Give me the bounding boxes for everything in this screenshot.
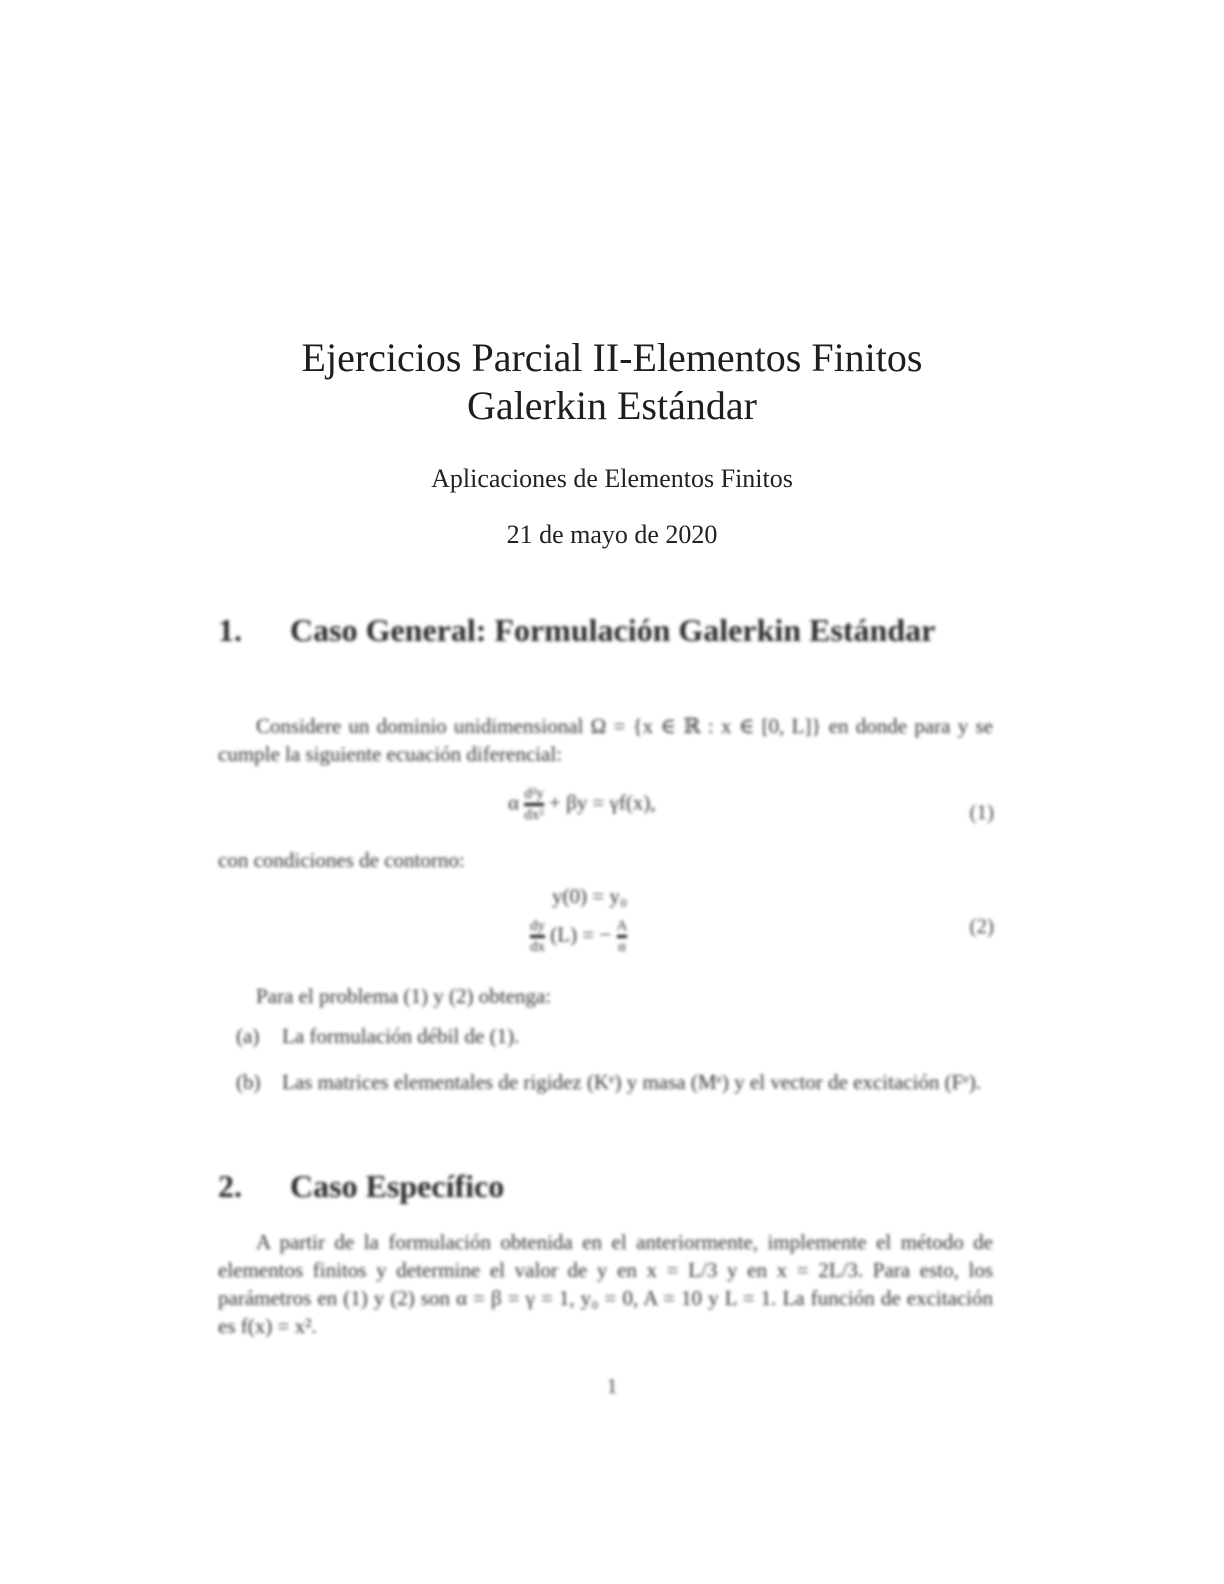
title-line-2: Galerkin Estándar xyxy=(467,383,757,428)
section-2-number: 2. xyxy=(218,1168,242,1204)
eq1-frac-num: d²y xyxy=(524,786,544,802)
eq2-frac-den: dx xyxy=(530,939,545,955)
eq2-fraction xyxy=(530,918,545,955)
eq2-frac2-num: A xyxy=(616,918,628,934)
task-intro: Para el problema (1) y (2) obtenga: xyxy=(256,984,552,1008)
list-item xyxy=(236,1022,993,1050)
eq2-mid: (L) = − xyxy=(550,922,612,947)
equation-2-line-1: y(0) = y₀ xyxy=(552,884,628,908)
eq2-frac-num: dy xyxy=(530,918,545,934)
section-1-title: Caso General: Formulación Galerkin Estándar xyxy=(290,612,936,648)
boundary-intro: con condiciones de contorno: xyxy=(218,848,465,872)
list-item-label: (b) xyxy=(236,1070,261,1094)
document-date: 21 de mayo de 2020 xyxy=(506,520,718,549)
list-item-label: (a) xyxy=(236,1024,260,1048)
list-item-text: Las matrices elementales de rigidez (Kᵉ) y masa (Mᵉ) y el vector de excitación (Fᵉ). xyxy=(282,1070,981,1094)
title-line-1: Ejercicios Parcial II-Elementos Finitos xyxy=(301,335,923,380)
eq1-frac-den: dx² xyxy=(524,807,544,823)
equation-1-number: (1) xyxy=(969,800,994,824)
section-2-heading xyxy=(218,1166,1008,1206)
eq1-rest: + βy = γf(x), xyxy=(549,790,656,815)
equation-2-number: (2) xyxy=(969,914,994,938)
section-1-number: 1. xyxy=(218,612,242,648)
section-1-heading xyxy=(218,610,1008,650)
section-1-intro: Considere un dominio unidimensional Ω = {x ∈ ℝ : x ∈ [0, L]} en donde para y se cumple la siguiente ecuación diferencial: xyxy=(218,714,993,766)
eq1-fraction xyxy=(524,786,544,823)
eq2-frac2-den: α xyxy=(618,939,626,955)
page-number: 1 xyxy=(606,1374,618,1398)
list-item xyxy=(236,1068,993,1096)
document-author: Aplicaciones de Elementos Finitos xyxy=(431,464,793,493)
eq2-fraction-2 xyxy=(617,918,628,955)
document-title xyxy=(0,334,1224,430)
section-2-title: Caso Específico xyxy=(290,1168,505,1204)
equation-1 xyxy=(508,786,656,823)
equation-2-line-2 xyxy=(530,918,627,955)
section-2-text: A partir de la formulación obtenida en el anteriormente, implemente el método de elementos finitos y determine el valor de y en x = L/3 y en x = 2L/3. Para esto, los parámetros en (1) y (2) son α = β = γ = 1, y₀ = 0, A = 10 y L = 1. La función de excitación es f(x) = x². xyxy=(218,1230,993,1338)
eq1-coef: α xyxy=(508,790,520,815)
list-item-text: La formulación débil de (1). xyxy=(282,1024,520,1048)
